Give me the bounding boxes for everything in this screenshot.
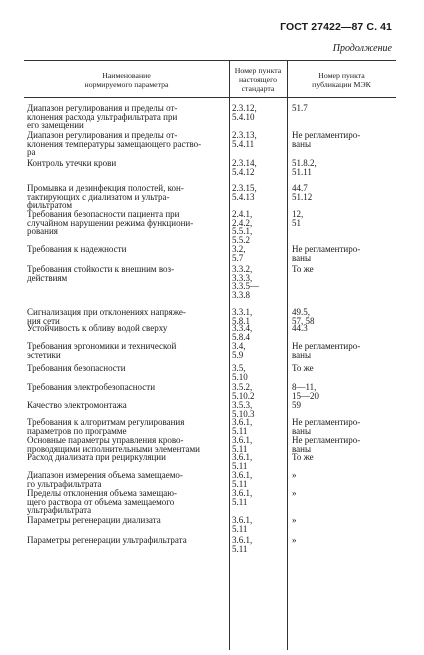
standard-clause-line: 3.2, [232,244,246,254]
parameter-name [27,453,225,462]
iec-clause [292,184,392,201]
standard-clause [232,383,282,400]
parameter-name-line: Основные параметры управления крово- [27,435,184,445]
parameter-name-line: Требования безопасности пациента при [27,209,180,219]
standard-clause-line: 5.7 [232,252,244,263]
parameter-name [27,436,225,453]
standard-clause-line: 3.5, [232,363,246,373]
parameter-name-line: ния сети [27,315,60,326]
standard-clause-line: 3.6.1, [232,417,253,427]
parameter-name [27,401,225,410]
standard-clause-line: 5.11 [232,543,248,554]
iec-clause-line: » [292,488,297,498]
iec-clause [292,453,392,462]
iec-clause-line: Не регламентиро- [292,130,361,140]
iec-clause-line: ваны [292,349,311,360]
standard-clause-line: 2.3.14, [232,158,257,168]
parameter-name-line: его замещении [27,120,84,131]
parameter-name [27,418,225,435]
parameter-name-line: ультрафильтрата [27,505,92,516]
standard-clause-line: 5.4.10 [232,111,255,122]
parameter-name-line: клонения расхода ультрафильтрата при [27,111,178,122]
iec-clause [292,383,392,400]
parameter-name-line: Диапазон регулирования и пределы от- [27,130,178,140]
standard-clause [232,131,282,148]
column-header-parameter [24,71,229,89]
standard-clause-line: 3.6.1, [232,535,253,545]
running-title: ГОСТ 27422—87 С. 41 [280,21,392,33]
iec-clause [292,131,392,148]
parameter-name [27,364,225,373]
parameter-name [27,489,225,515]
iec-clause [292,324,392,333]
standard-clause [232,536,282,553]
iec-clause [292,245,392,262]
standard-clause-line: 5.8.4 [232,331,250,342]
standard-clause-line: 3.6.1, [232,488,253,498]
standard-clause-line: 3.3.4, [232,323,253,333]
standard-clause-line: 5.4.12 [232,166,255,177]
standard-clause-line: 2.4.1, [232,209,253,219]
standard-clause-line: 3.6.1, [232,452,253,462]
parameter-name-line: случайном нарушении режима функциони- [27,217,194,228]
standard-clause-line: 2.4.2, [232,217,253,228]
standard-clause-line: 5.9 [232,349,244,360]
parameter-name [27,184,225,210]
iec-clause-line: Не регламентиро- [292,435,361,445]
parameter-name-line: Контроль утечки крови [27,158,117,168]
iec-clause [292,401,392,410]
iec-clause [292,364,392,373]
iec-clause-line: 44.3 [292,323,308,333]
standard-clause-line: 5.5.2 [232,234,250,245]
parameter-name-line: Требования электробезопасности [27,382,156,392]
parameter-name [27,324,225,333]
parameter-name [27,342,225,359]
column-header-line: настоящего [238,75,278,84]
standard-clause-line: 5.10 [232,371,248,382]
standard-clause-line: 3.6.1, [232,515,253,525]
parameter-name-line: Пределы отклонения объема замещаю- [27,488,178,498]
standard-clause-line: 5.8.1 [232,315,250,326]
iec-clause [292,210,392,227]
standard-clause [232,418,282,435]
standard-clause-line: 3.5.2, [232,382,253,392]
iec-clause [292,159,392,176]
standard-clause [232,184,282,201]
iec-clause-line: 49.5, [292,307,310,317]
iec-clause-line: 51 [292,217,301,228]
parameter-name-line: Требования к алгоритмам регулирования [27,417,185,427]
iec-clause-line: 15—20 [292,390,319,401]
standard-clause-line: 5.10.2 [232,390,255,401]
iec-clause-line: » [292,470,297,480]
column-header-line: стандарта [241,84,275,93]
column-header-line: нормируемого параметра [84,80,169,89]
standard-clause-line: 5.4.13 [232,191,255,202]
standard-clause [232,265,282,299]
parameter-name [27,383,225,392]
parameter-name-line: клонения температуры замещающего раство- [27,138,202,149]
standard-clause-line: 2.3.12, [232,103,257,113]
parameter-name-line: Требования безопасности [27,363,126,373]
iec-clause-line: Не регламентиро- [292,417,361,427]
parameter-name-line: Требования эргономики и технической [27,341,177,351]
parameter-name [27,536,225,545]
iec-clause-line: 51.11 [292,166,312,177]
standard-clause-line: 2.3.15, [232,183,257,193]
parameter-name-line: Параметры регенерации диализата [27,515,161,525]
parameter-name [27,131,225,157]
standard-clause-line: 5.4.11 [232,138,255,149]
parameter-name-line: Устойчивость к обливу водой сверху [27,323,168,333]
standard-clause-line: 5.11 [232,523,248,534]
standard-clause [232,342,282,359]
iec-clause-line: Не регламентиро- [292,244,361,254]
parameter-name [27,471,225,488]
standard-clause [232,489,282,506]
parameter-name-line: Расход диализата при рециркуляции [27,452,166,462]
standard-clause-line: 3.3.5— [232,281,259,292]
standard-clause-line: 5.11 [232,425,248,436]
standard-clause-line: 3.4, [232,341,246,351]
iec-clause-line: » [292,515,297,525]
iec-clause-line: То же [292,452,314,462]
standard-clause-line: 3.3.1, [232,307,253,317]
standard-clause-line: 5.5.1, [232,226,253,237]
parameter-name [27,210,225,236]
iec-clause-line: » [292,535,297,545]
parameter-name-line: тактирующих с диализатом и ультра- [27,191,170,202]
iec-clause-line: 51.8.2, [292,158,317,168]
iec-clause-line: 8—11, [292,382,317,392]
column-header-clause [229,66,287,93]
parameter-name-line: Диапазон регулирования и пределы от- [27,103,178,113]
parameter-name-line: фильтратом [27,200,73,211]
continuation-label: Продолжение [332,43,392,54]
standard-clause-line: 5.11 [232,443,248,454]
parameter-name-line: Требования стойкости к внешним воз- [27,264,175,274]
parameter-name-line: действиям [27,272,68,283]
table-top-rule [24,60,396,61]
standard-clause-line: 5.11 [232,478,248,489]
iec-clause-line: ваны [292,138,311,149]
iec-clause [292,265,392,274]
standard-clause [232,104,282,121]
parameter-name [27,245,225,254]
iec-clause-line: 51.7 [292,103,308,113]
iec-clause-line: Не регламентиро- [292,341,361,351]
parameter-name-line: проводящими исполнительными элементами [27,443,200,454]
table-header-rule [24,97,396,98]
iec-clause [292,418,392,435]
iec-clause-line: ваны [292,425,311,436]
parameter-name-line: параметров по программе [27,425,127,436]
standard-clause-line: 3.3.2, [232,264,253,274]
standard-clause [232,364,282,381]
standard-clause [232,324,282,341]
iec-clause [292,471,392,480]
column-divider-2 [287,60,288,650]
iec-clause [292,536,392,545]
iec-clause-line: 57, 58 [292,315,315,326]
standard-clause-line: 5.11 [232,496,248,507]
column-header-iec [287,71,396,89]
parameter-name-line: ра [27,147,36,158]
parameter-name [27,159,225,168]
iec-clause-line: То же [292,363,314,373]
standard-clause [232,471,282,488]
parameter-name-line: Качество электромонтажа [27,400,127,410]
iec-clause-line: ваны [292,443,311,454]
parameter-name-line: го ультрафильтрата [27,478,102,489]
iec-clause-line: 59 [292,400,301,410]
parameter-name-line: Промывка и дезинфекция полостей, кон- [27,183,184,193]
iec-clause [292,104,392,113]
parameter-name-line: рования [27,226,58,237]
standard-clause-line: 5.11 [232,460,248,471]
iec-clause [292,516,392,525]
parameter-name [27,265,225,282]
column-divider-1 [229,60,230,650]
iec-clause-line: 51.12 [292,191,313,202]
parameter-name-line: щего раствора от объема замещаемого [27,496,175,507]
standard-clause-line: 3.3.3, [232,272,253,283]
standard-clause-line: 3.6.1, [232,435,253,445]
standard-clause [232,516,282,533]
parameter-name-line: эстетики [27,349,61,360]
standard-clause [232,436,282,453]
iec-clause-line: То же [292,264,314,274]
standard-clause [232,453,282,470]
standard-clause-line: 3.3.8 [232,289,250,300]
standard-clause [232,401,282,418]
iec-clause-line: ваны [292,252,311,263]
parameter-name-line: Требования к надежности [27,244,127,254]
standard-clause-line: 3.6.1, [232,470,253,480]
parameter-name [27,104,225,130]
iec-clause [292,436,392,453]
iec-clause-line: 44.7 [292,183,308,193]
standard-clause-line: 2.3.13, [232,130,257,140]
standard-clause [232,210,282,244]
column-header-line: публикации МЭК [312,80,371,89]
column-header-line: Наименование [102,71,151,80]
parameter-name [27,516,225,525]
iec-clause-line: 12, [292,209,304,219]
iec-clause [292,489,392,498]
standard-clause [232,159,282,176]
standard-clause [232,245,282,262]
column-header-line: Номер пункта [234,66,282,75]
iec-clause [292,342,392,359]
parameter-name-line: Сигнализация при отклонениях напряже- [27,307,186,317]
standard-clause-line: 3.5.3, [232,400,253,410]
parameter-name-line: Диапазон измерения объема замещаемо- [27,470,183,480]
column-header-line: Номер пункта [318,71,365,80]
parameter-name-line: Параметры регенерации ультрафильтрата [27,535,187,545]
standard-clause-line: 5.10.3 [232,408,255,419]
